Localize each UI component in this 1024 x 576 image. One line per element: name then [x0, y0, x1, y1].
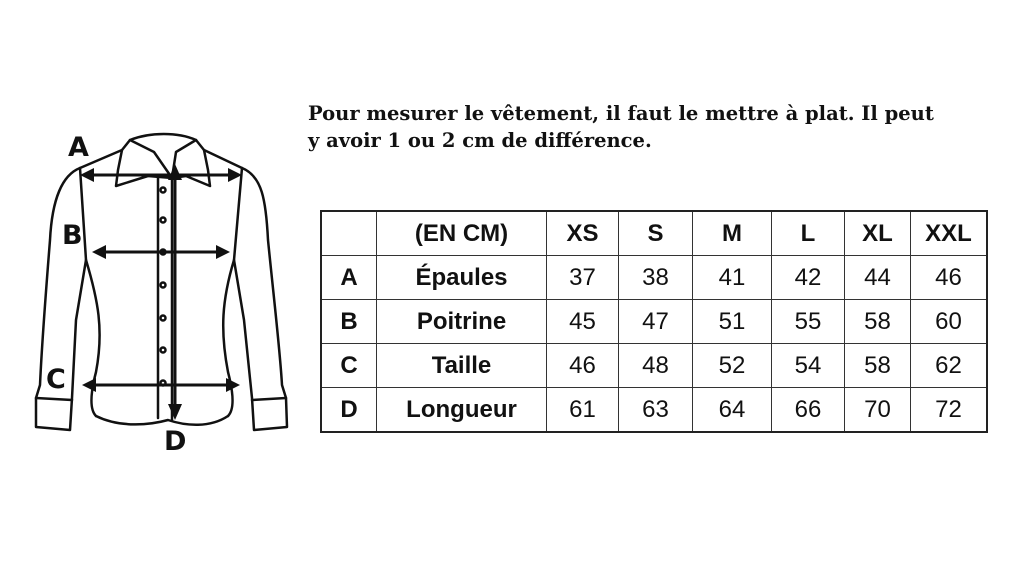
marker-a: A [68, 132, 89, 163]
value-cell: 47 [619, 300, 693, 344]
size-table [320, 210, 988, 433]
header-cell-xs: XS [547, 211, 619, 256]
marker-b: B [62, 220, 83, 251]
value-cell: 41 [693, 256, 772, 300]
value-cell: 51 [693, 300, 772, 344]
measurement-note [308, 100, 1008, 154]
row-measure-name: Longueur [377, 388, 547, 433]
header-cell-xxl: XXL [911, 211, 988, 256]
table-row [321, 388, 987, 433]
value-cell: 63 [619, 388, 693, 433]
value-cell: 62 [911, 344, 988, 388]
row-measure-name: Taille [377, 344, 547, 388]
header-cell-s: S [619, 211, 693, 256]
value-cell: 45 [547, 300, 619, 344]
row-letter: C [321, 344, 377, 388]
value-cell: 61 [547, 388, 619, 433]
value-cell: 60 [911, 300, 988, 344]
row-letter: A [321, 256, 377, 300]
value-cell: 52 [693, 344, 772, 388]
value-cell: 66 [772, 388, 845, 433]
value-cell: 58 [845, 300, 911, 344]
header-cell-unit: (EN CM) [377, 211, 547, 256]
marker-d: D [164, 426, 187, 457]
value-cell: 38 [619, 256, 693, 300]
marker-c: C [46, 364, 66, 395]
row-measure-name: Épaules [377, 256, 547, 300]
value-cell: 48 [619, 344, 693, 388]
header-cell-m: M [693, 211, 772, 256]
value-cell: 54 [772, 344, 845, 388]
value-cell: 44 [845, 256, 911, 300]
value-cell: 64 [693, 388, 772, 433]
value-cell: 46 [911, 256, 988, 300]
size-table-header-row [321, 211, 987, 256]
header-cell-xl: XL [845, 211, 911, 256]
table-row [321, 256, 987, 300]
row-letter: B [321, 300, 377, 344]
value-cell: 58 [845, 344, 911, 388]
value-cell: 42 [772, 256, 845, 300]
header-cell-l: L [772, 211, 845, 256]
row-letter: D [321, 388, 377, 433]
value-cell: 55 [772, 300, 845, 344]
table-row [321, 300, 987, 344]
value-cell: 46 [547, 344, 619, 388]
shirt-diagram [0, 0, 300, 576]
shirt-illustration-icon [0, 0, 300, 576]
value-cell: 37 [547, 256, 619, 300]
table-row [321, 344, 987, 388]
header-cell-blank [321, 211, 377, 256]
value-cell: 72 [911, 388, 988, 433]
value-cell: 70 [845, 388, 911, 433]
note-line-2: y avoir 1 ou 2 cm de différence. [308, 129, 652, 152]
note-line-1: Pour mesurer le vêtement, il faut le mettre à plat. Il peut [308, 102, 934, 125]
row-measure-name: Poitrine [377, 300, 547, 344]
